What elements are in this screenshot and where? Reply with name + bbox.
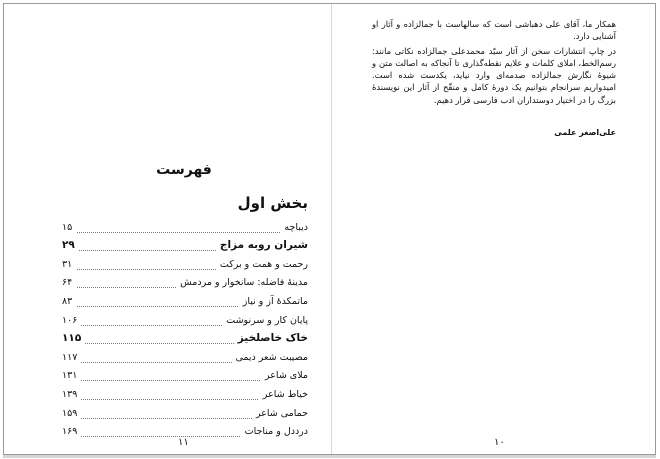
- right-page-body: [372, 18, 616, 106]
- toc-entry-title: پایان کار و سرنوشت: [222, 315, 308, 326]
- body-paragraph: همکار ما، آقای علی دهباشی است که سالهاست با جمالزاده و آثار او آشنایی دارد.: [372, 19, 616, 42]
- toc-entry-title: ماتمکدهٔ آز و نیاز: [239, 296, 308, 307]
- toc-section-entry[interactable]: [62, 328, 308, 347]
- toc-entry[interactable]: [62, 365, 308, 384]
- author-signature: علی‌اصغر علمی: [554, 128, 616, 137]
- left-page-number: ۱۱: [178, 437, 189, 448]
- toc-entry[interactable]: [62, 216, 308, 235]
- toc-entry[interactable]: [62, 290, 308, 309]
- toc-entry-page: ۱۳۱: [62, 370, 81, 381]
- toc-entry-title: شیران روبه مزاج: [216, 239, 308, 251]
- toc-entry[interactable]: [62, 309, 308, 328]
- toc-entry-title: درددل و مناجات: [241, 426, 308, 437]
- toc-entry-page: ۱۳۹: [62, 389, 81, 400]
- toc-section-entry[interactable]: [62, 235, 308, 254]
- toc-entry-page: ۱۱۷: [62, 352, 81, 363]
- toc-entry-page: ۳۱: [62, 259, 76, 270]
- toc-entry[interactable]: [62, 402, 308, 421]
- toc-entry[interactable]: [62, 272, 308, 291]
- page-gutter: [331, 4, 332, 454]
- toc-entry-page: ۶۴: [62, 277, 76, 288]
- page-shadow: [3, 455, 656, 458]
- toc-entry[interactable]: [62, 346, 308, 365]
- toc-entry-title: دیباچه: [280, 222, 308, 233]
- part-title: بخش اول: [237, 194, 308, 212]
- toc-entry-title: خیاط شاعر: [259, 389, 308, 400]
- right-page-number: ۱۰: [494, 437, 505, 448]
- body-paragraph: در چاپ انتشارات سخن از آثار سیّد محمدعلی جمالزاده نکاتی مانند: رسم‌الخط، املای کلمات و علایم نقطه‌گذاری تا آنجاکه به اصالت متن و شیوهٔ نگارش جمالزاده صدمه‌ای وارد نیاید، یکدست شده است. امیدواریم سرانجام بتوانیم یک دورهٔ کامل و منقّح از آثار این نویسندهٔ بزرگ را در اختیار دوستداران ادب فارسی قرار دهیم.: [372, 45, 616, 105]
- table-of-contents: [62, 216, 308, 439]
- toc-entry-title: مدینهٔ فاضله: سانخوار و مردمش: [176, 277, 308, 288]
- toc-entry-page: ۱۵: [62, 222, 76, 233]
- toc-entry-title: خاک خاصلخیز: [234, 332, 308, 344]
- toc-entry[interactable]: [62, 383, 308, 402]
- toc-heading: فهرست: [156, 162, 212, 178]
- toc-entry-title: ملای شاعر: [261, 370, 308, 381]
- book-spread: [3, 3, 656, 455]
- toc-entry-page: ۸۳: [62, 296, 76, 307]
- toc-entry-page: ۱۵۹: [62, 408, 81, 419]
- toc-entry-title: حمامی شاعر: [252, 408, 308, 419]
- toc-entry-title: رحمت و همت و برکت: [216, 259, 308, 270]
- toc-entry-page: ۱۱۵: [62, 332, 85, 344]
- toc-entry-page: ۱۰۶: [62, 315, 81, 326]
- toc-entry-title: مصیبت شعر دیمی: [232, 352, 309, 363]
- toc-entry-page: ۲۹: [62, 239, 79, 251]
- toc-entry[interactable]: [62, 253, 308, 272]
- toc-entry-page: ۱۶۹: [62, 426, 81, 437]
- dot-leader: [62, 232, 308, 233]
